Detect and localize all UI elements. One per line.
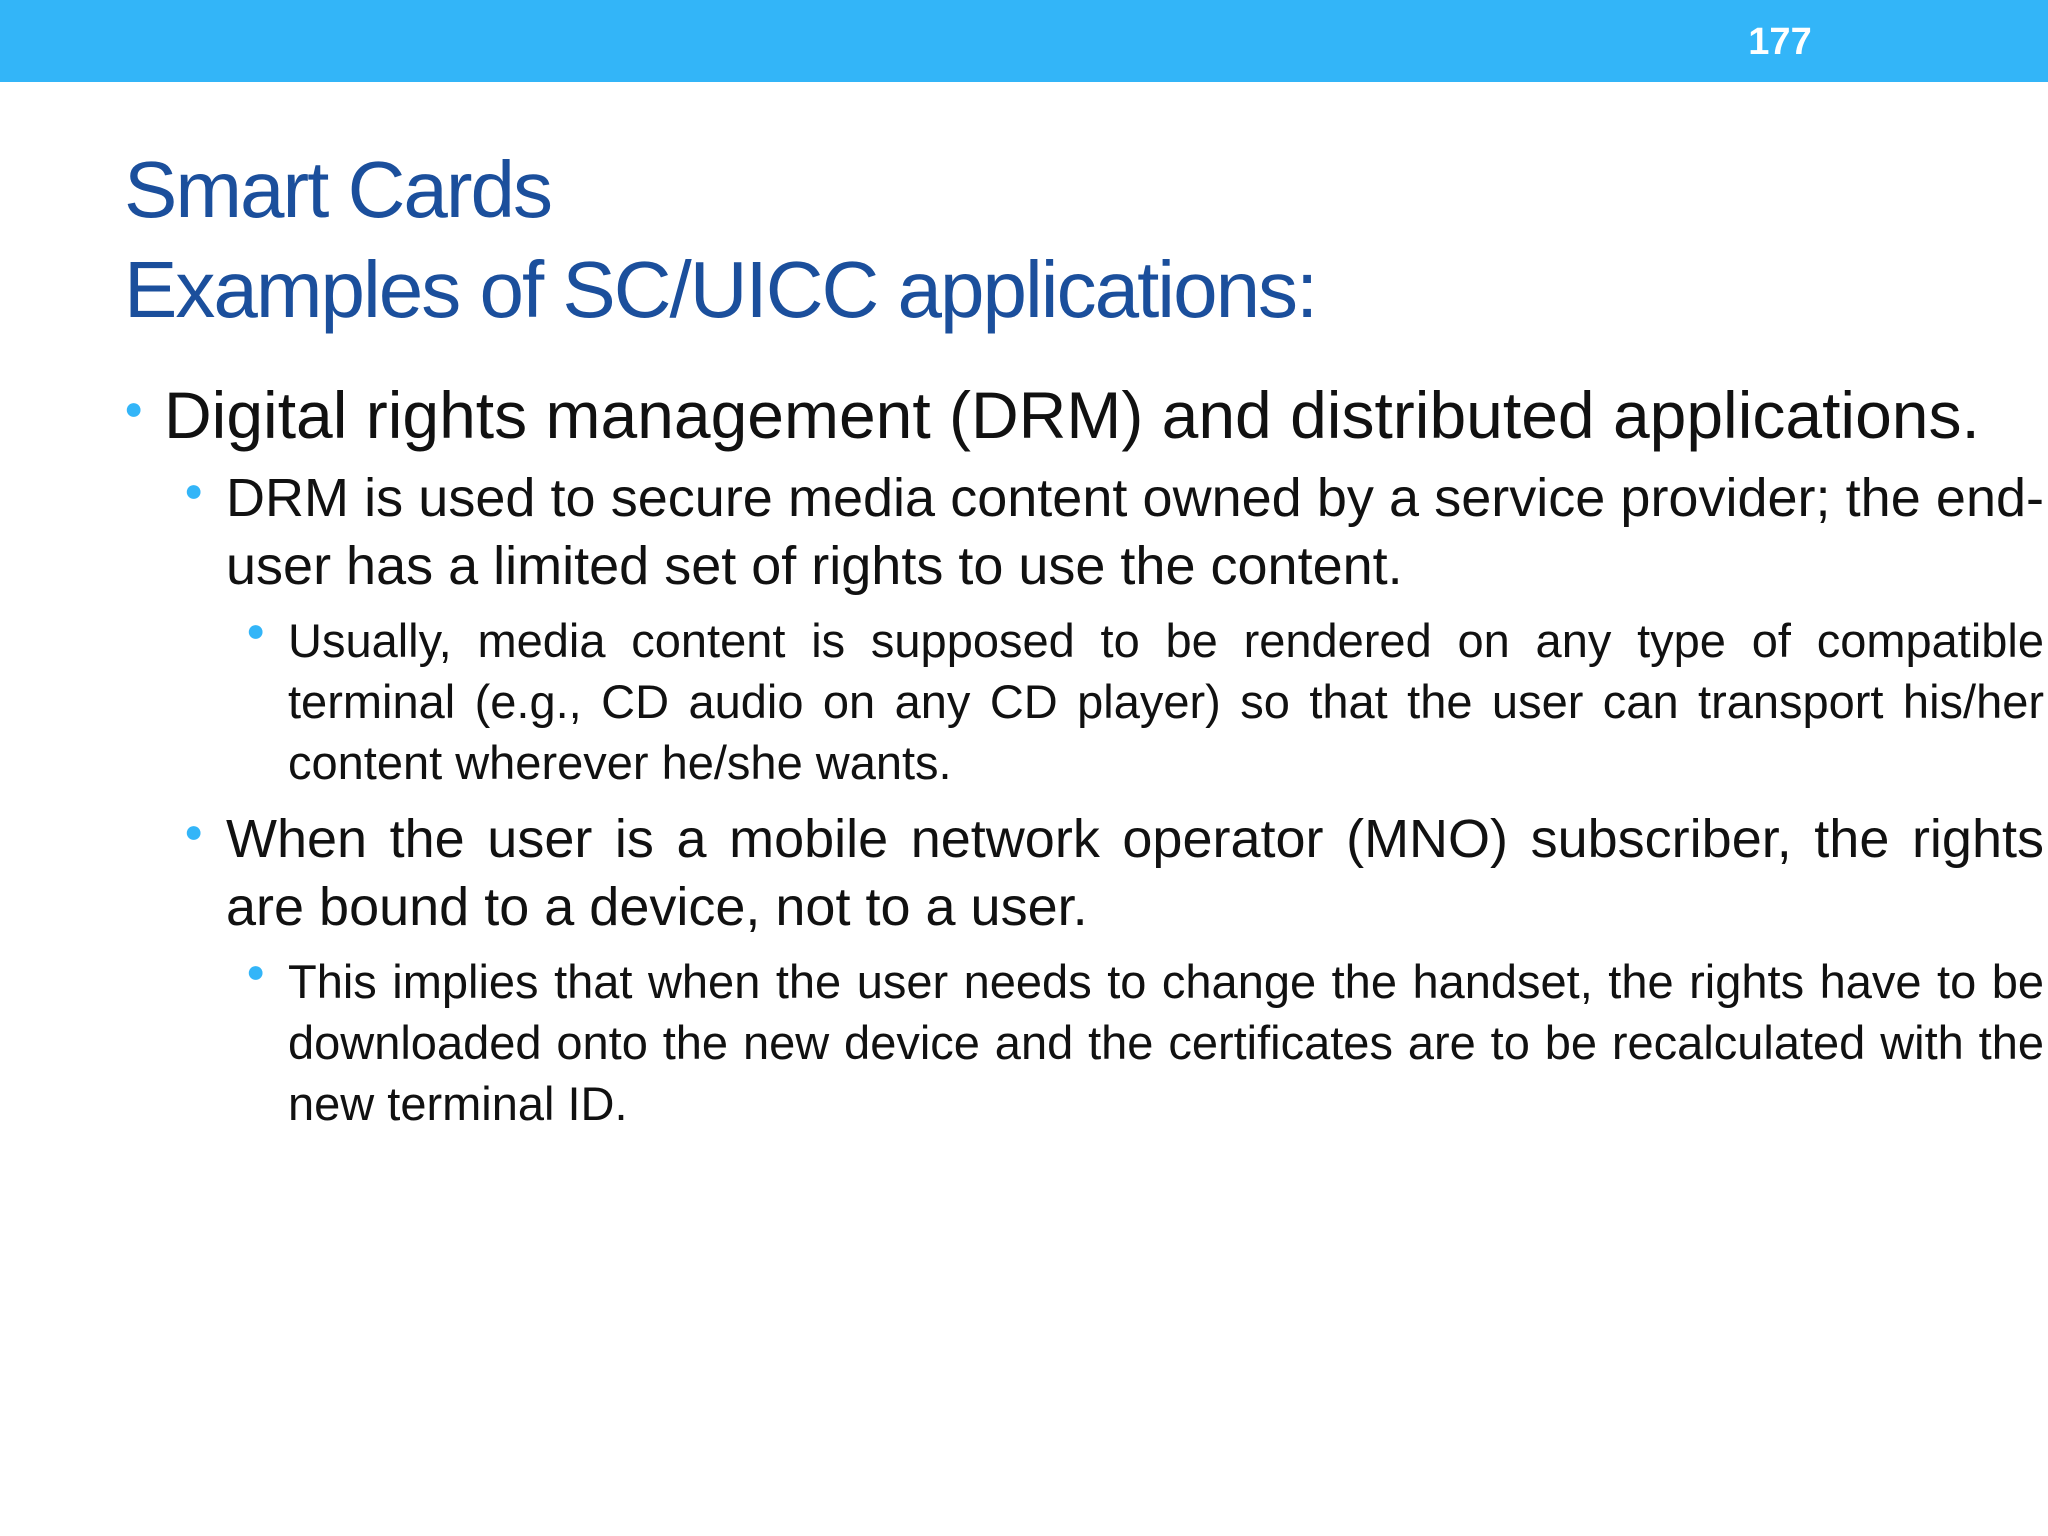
title-line-1: Smart Cards (124, 145, 551, 234)
bullet-level2 (184, 805, 2044, 941)
title-line-2: Examples of SC/UICC applications: (124, 245, 1317, 334)
bullet-text: Usually, media content is supposed to be rendered on any type of compatible terminal (e.g., CD audio on any CD player) so that the user can transport his/her content wherever he/she wants. (288, 614, 2044, 789)
bullet-text: When the user is a mobile network operator (MNO) subscriber, the rights are bound to a device, not to a user. (226, 809, 2044, 937)
bullet-level1 (124, 374, 2044, 456)
bullet-text: Digital rights management (DRM) and distributed applications. (164, 378, 1980, 452)
bullet-dot-icon: ● (184, 813, 204, 849)
bullet-level2 (184, 464, 2044, 600)
header-bar (0, 0, 2048, 82)
slide-body (124, 374, 2044, 1134)
bullet-dot-icon: ● (246, 953, 266, 989)
bullet-level3 (246, 610, 2044, 793)
bullet-dot-icon: ● (246, 612, 266, 648)
bullet-text: DRM is used to secure media content owned by a service provider; the end-user has a limited set of rights to use the content. (226, 468, 2044, 596)
bullet-dot-icon: ● (184, 472, 204, 508)
bullet-dot-icon: ● (124, 390, 144, 426)
slide-number: 177 (1748, 21, 1812, 63)
slide-title (124, 140, 1924, 340)
bullet-text: This implies that when the user needs to change the handset, the rights have to be downloaded onto the new device and the certificates are to be recalculated with the new terminal ID. (288, 955, 2044, 1130)
bullet-level3 (246, 951, 2044, 1134)
